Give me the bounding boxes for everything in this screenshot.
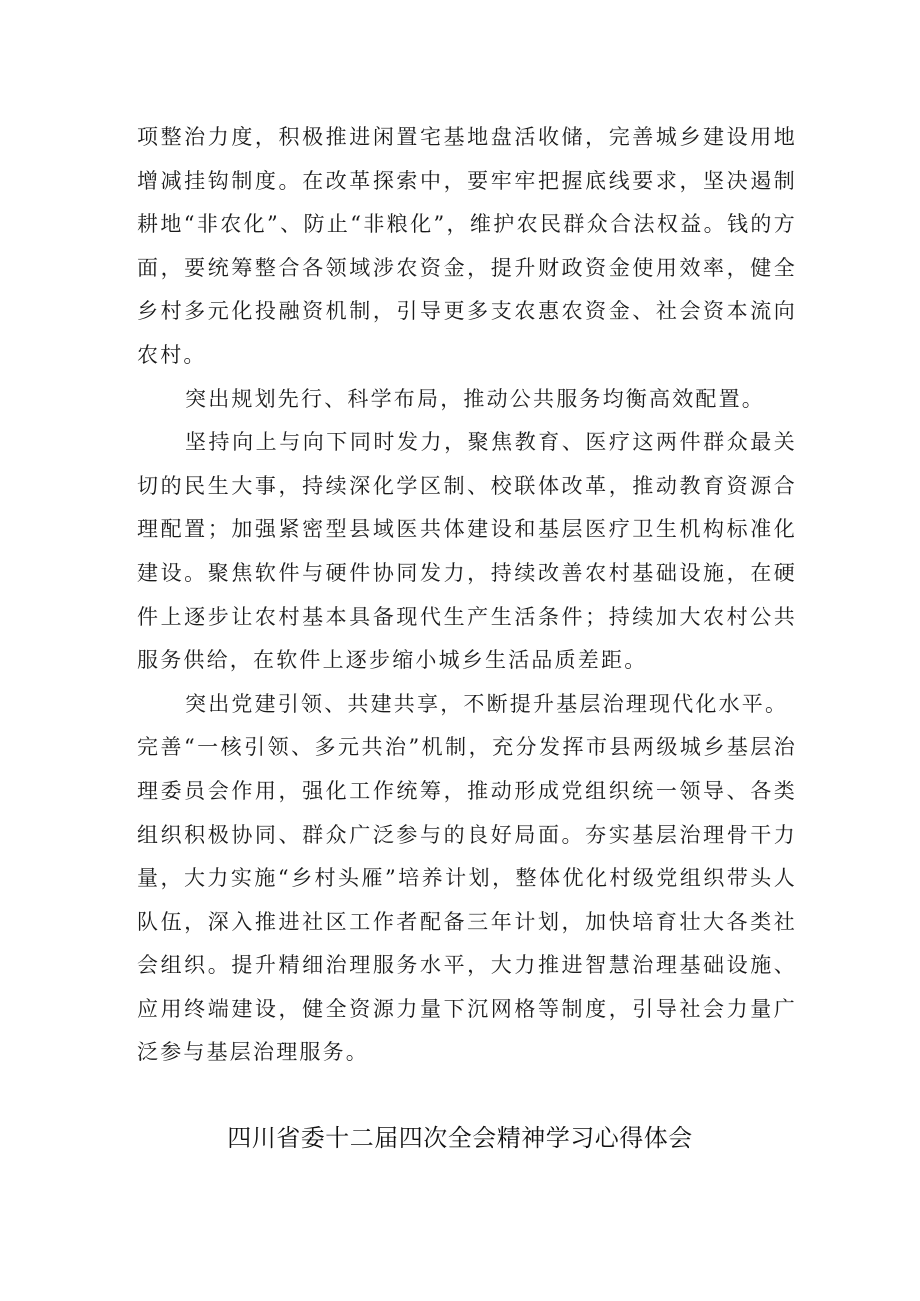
paragraph-public-services: 坚持向上与向下同时发力，聚焦教育、医疗这两件群众最关切的民生大事，持续深化学区制、校联体改革，推动教育资源合理配置；加强紧密型县域医共体建设和基层医疗卫生机构标准化建设。聚焦软件与硬件协同发力，持续改善农村基础设施，在硬件上逐步让农村基本具备现代生产生活条件；持续加大农村公共服务供给，在软件上逐步缩小城乡生活品质差距。 xyxy=(137,430,797,673)
section-title: 四川省委十二届四次全会精神学习心得体会 xyxy=(227,1124,693,1152)
paragraph-rural-funding: 项整治力度，积极推进闲置宅基地盘活收储，完善城乡建设用地增减挂钩制度。在改革探索中，要牢牢把握底线要求，坚决遏制耕地“非农化”、防止“非粮化”，维护农民群众合法权益。钱的方面，要统筹整合各领域涉农资金，提升财政资金使用效率，健全乡村多元化投融资机制，引导更多支农惠农资金、社会资本流向农村。 xyxy=(137,125,797,367)
paragraph-grassroots-governance: 完善“一核引领、多元共治”机制，充分发挥市县两级城乡基层治理委员会作用，强化工作统筹，推动形成党组织统一领导、各类组织积极协同、群众广泛参与的良好局面。夯实基层治理骨干力量，大力实施“乡村头雁”培养计划，整体优化村级党组织带头人队伍，深入推进社区工作者配备三年计划，加快培育壮大各类社会组织。提升精细治理服务水平，大力推进智慧治理基础设施、应用终端建设，健全资源力量下沉网格等制度，引导社会力量广泛参与基层治理服务。 xyxy=(137,735,797,1065)
document-body xyxy=(137,116,797,1075)
paragraph-heading-planning: 突出规划先行、科学布局，推动公共服务均衡高效配置。 xyxy=(185,386,765,411)
paragraph-heading-party-building: 突出党建引领、共建共享，不断提升基层治理现代化水平。 xyxy=(185,691,789,716)
